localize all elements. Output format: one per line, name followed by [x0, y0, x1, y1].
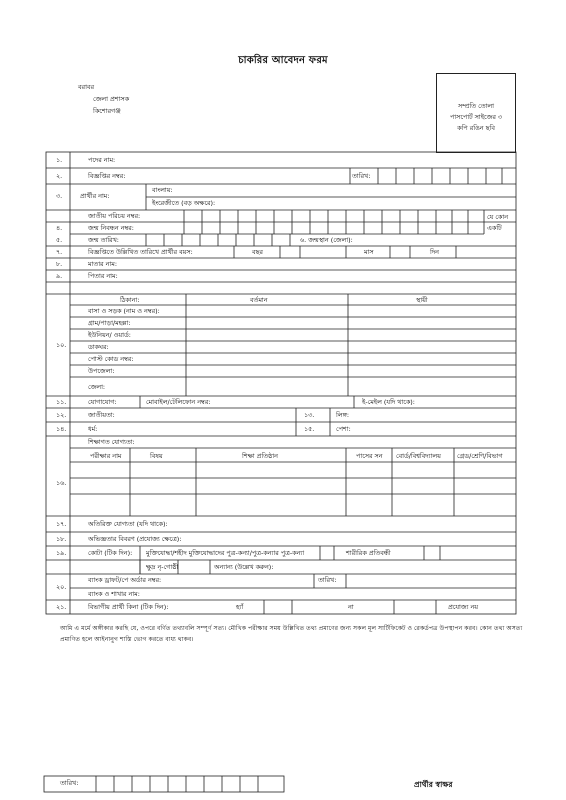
dob-label: জন্ম তারিখ: — [88, 236, 119, 244]
address-field: ডাকঘর: — [88, 343, 109, 351]
mother-name-label: মাতার নাম: — [88, 260, 117, 268]
quota-ethnic: ক্ষুদ্র নৃ-গোষ্ঠী — [146, 563, 179, 571]
address-field: ইউনিয়ন/ ওয়ার্ড: — [88, 331, 131, 339]
address-field: বাসা ও সড়ক (নাম ও নম্বর): — [88, 307, 160, 315]
photo-line-3: কপি রঙিন ছবি — [457, 124, 495, 132]
signature-label: প্রার্থীর স্বাক্ষর — [414, 780, 453, 789]
edu-col-grade: গ্রেড/শ্রেণি/বিভাগ — [457, 452, 503, 460]
age-day-label: দিন — [430, 248, 440, 256]
quota-other: অন্যান্য (উল্লেখ করুন): — [214, 563, 274, 571]
row-4-num: ৪. — [56, 224, 63, 232]
departmental-label: বিভাগীয় প্রার্থী কিনা (টিক দিন): — [88, 603, 169, 611]
address-field: গ্রাম/পাড়া/মহল্লা: — [88, 319, 131, 327]
departmental-no: না — [348, 603, 354, 611]
row-17-num: ১৭. — [56, 520, 67, 528]
applicant-name-label: প্রার্থীর নাম: — [80, 192, 110, 200]
name-bangla-label: বাংলায়: — [152, 186, 173, 194]
photo-line-2: পাসপোর্ট সাইজের ৩ — [449, 113, 503, 121]
row-7-num: ৭. — [56, 248, 63, 256]
edu-col-year: পাসের সন — [356, 452, 383, 460]
declaration-text: আমি এ মর্মে অঙ্গীকার করছি যে, ওপরে বর্ণিত তথ্যাবলি সম্পূর্ণ সত্য। মৌখিক পরীক্ষার সময় উল্লিখিত তথ্য প্রমাণের জন্য সকল মূল সার্টিফিকেট ও রেকর্ডপত্র উপস্থাপন করব। কোন তথ্য অসত্য প্রমাণিত হলে আইনানুগ শাস্তি ভোগ করতে বাধ্য থাকব। — [60, 625, 523, 643]
address-line-1: বরাবর — [78, 83, 94, 91]
bank-draft-label: ব্যাংক ড্রাফট/পে অর্ডার নম্বর: — [88, 576, 162, 584]
edu-col-board: বোর্ড/বিশ্ববিদ্যালয় — [396, 452, 441, 460]
address-field: উপজেলা: — [88, 367, 115, 375]
bank-branch-label: ব্যাংক ও শাখার নাম: — [88, 590, 140, 598]
nationality-label: জাতীয়তা: — [88, 411, 115, 419]
any-one-note-2: একটি — [487, 224, 502, 232]
age-month-label: মাস — [364, 248, 374, 256]
permanent-address-header: স্থায়ী — [416, 296, 428, 304]
row-13-num: ১৩. — [304, 411, 315, 419]
departmental-yes: হ্যাঁ — [236, 603, 244, 611]
birth-reg-label: জন্ম নিবন্ধন নম্বর: — [88, 224, 134, 232]
post-name-label: পদের নাম: — [88, 156, 116, 164]
row-14-num: ১৪. — [56, 425, 67, 433]
address-line-2: জেলা প্রশাসক — [93, 95, 130, 103]
nid-label: জাতীয় পরিচয় নম্বর: — [88, 212, 141, 220]
education-label: শিক্ষাগত যোগ্যতা: — [88, 438, 135, 446]
religion-label: ধর্ম: — [88, 425, 98, 433]
address-field: জেলা: — [88, 383, 106, 391]
age-year-label: বছর — [252, 248, 263, 256]
age-label: বিজ্ঞপ্তিতে উল্লিখিত তারিখে প্রার্থীর বয়স: — [88, 248, 193, 256]
mobile-label: মোবাইল/টেলিফোন নম্বর: — [146, 398, 211, 406]
any-one-note-1: যে কোন — [487, 213, 509, 221]
quota-freedom-fighter: মুক্তিযোদ্ধা/শহীদ মুক্তিযোদ্ধাদের পুত্র-কন্যা/পুত্র-কন্যার পুত্র-কন্যা — [146, 549, 305, 557]
row-16-num: ১৬. — [56, 479, 67, 487]
address-label: ঠিকানা: — [120, 296, 140, 304]
row-19-num: ১৯. — [56, 549, 67, 557]
edu-col-institution: শিক্ষা প্রতিষ্ঠান — [242, 452, 278, 460]
present-address-header: বর্তমান — [250, 296, 268, 304]
bank-draft-date-label: তারিখ: — [318, 576, 337, 584]
row-2-num: ২. — [56, 172, 63, 180]
row-11-num: ১১. — [56, 398, 67, 406]
row-3-num: ৩. — [56, 192, 63, 200]
row-8-num: ৮. — [56, 260, 63, 268]
circular-date-label: তারিখ: — [352, 172, 371, 180]
address-field: পোস্ট কোড নম্বর: — [88, 355, 134, 363]
occupation-label: পেশা: — [336, 425, 351, 433]
quota-label: কোটা (টিক দিন): — [88, 549, 133, 557]
form-title: চাকরির আবেদন ফরম — [238, 55, 328, 66]
row-20-num: ২০. — [56, 583, 67, 591]
gender-label: লিঙ্গ: — [336, 411, 349, 419]
quota-disabled: শারীরিক প্রতিবন্ধী — [346, 549, 391, 557]
row-18-num: ১৮. — [56, 535, 67, 543]
photo-line-1: সম্প্রতি তোলা — [458, 102, 494, 110]
edu-col-subject: বিষয় — [150, 452, 163, 460]
row-5-num: ৫. — [56, 236, 63, 244]
edu-col-exam: পরীক্ষার নাম — [90, 452, 122, 460]
row-9-num: ৯. — [56, 272, 63, 280]
circular-number-label: বিজ্ঞপ্তির নম্বর: — [88, 172, 126, 180]
row-1-num: ১. — [56, 156, 63, 164]
name-english-label: ইংরেজীতে (বড় অক্ষরে): — [152, 199, 216, 207]
footer-date-label: তারিখ: — [60, 779, 79, 787]
father-name-label: পিতার নাম: — [88, 272, 118, 280]
departmental-na: প্রযোজ্য নয় — [448, 603, 479, 611]
extra-qualification-label: অতিরিক্ত যোগ্যতা (যদি থাকে): — [88, 520, 168, 528]
row-10-num: ১০. — [56, 341, 67, 349]
row-12-num: ১২. — [56, 411, 67, 419]
contact-label: যোগাযোগ: — [88, 398, 117, 406]
row-21-num: ২১. — [56, 603, 67, 611]
experience-label: অভিজ্ঞতার বিবরণ (প্রযোজ্য ক্ষেত্রে): — [88, 535, 182, 543]
address-line-3: কিশোরগঞ্জ — [93, 107, 121, 115]
row-15-num: ১৫. — [304, 425, 315, 433]
birthplace-label: ৬. জন্মস্থান (জেলা): — [300, 236, 353, 244]
email-label: ই-মেইল (যদি থাকে): — [362, 398, 415, 406]
